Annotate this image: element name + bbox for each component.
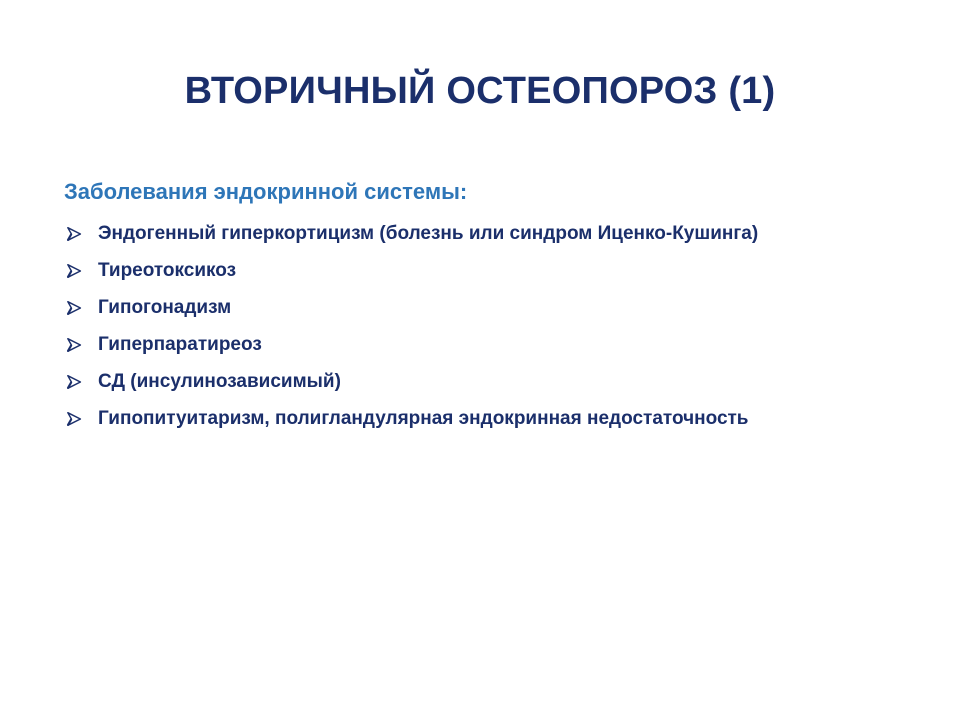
arrow-check-icon	[64, 219, 86, 248]
slide-title: ВТОРИЧНЫЙ ОСТЕОПОРОЗ (1)	[184, 70, 776, 112]
section-heading: Заболевания эндокринной системы:	[64, 179, 468, 204]
list-item	[64, 404, 904, 433]
list-item-text: Тиреотоксикоз	[98, 260, 237, 281]
bullet-list	[64, 219, 904, 433]
list-item-text: Гипопитуитаризм, полигландулярная эндокринная недостаточность	[98, 408, 749, 429]
arrow-check-icon	[64, 330, 86, 359]
list-item-text: Гипогонадизм	[98, 297, 232, 318]
arrow-check-icon	[64, 293, 86, 322]
list-item	[64, 330, 904, 359]
list-item	[64, 367, 904, 396]
list-item-text: СД (инсулинозависимый)	[98, 371, 341, 392]
arrow-check-icon	[64, 404, 86, 433]
arrow-check-icon	[64, 367, 86, 396]
list-item-text: Эндогенный гиперкортицизм (болезнь или синдром Иценко-Кушинга)	[98, 223, 759, 244]
arrow-check-icon	[64, 256, 86, 285]
list-item	[64, 256, 904, 285]
slide-content	[64, 177, 904, 441]
list-item	[64, 219, 904, 248]
list-item	[64, 293, 904, 322]
list-item-text: Гиперпаратиреоз	[98, 334, 262, 355]
